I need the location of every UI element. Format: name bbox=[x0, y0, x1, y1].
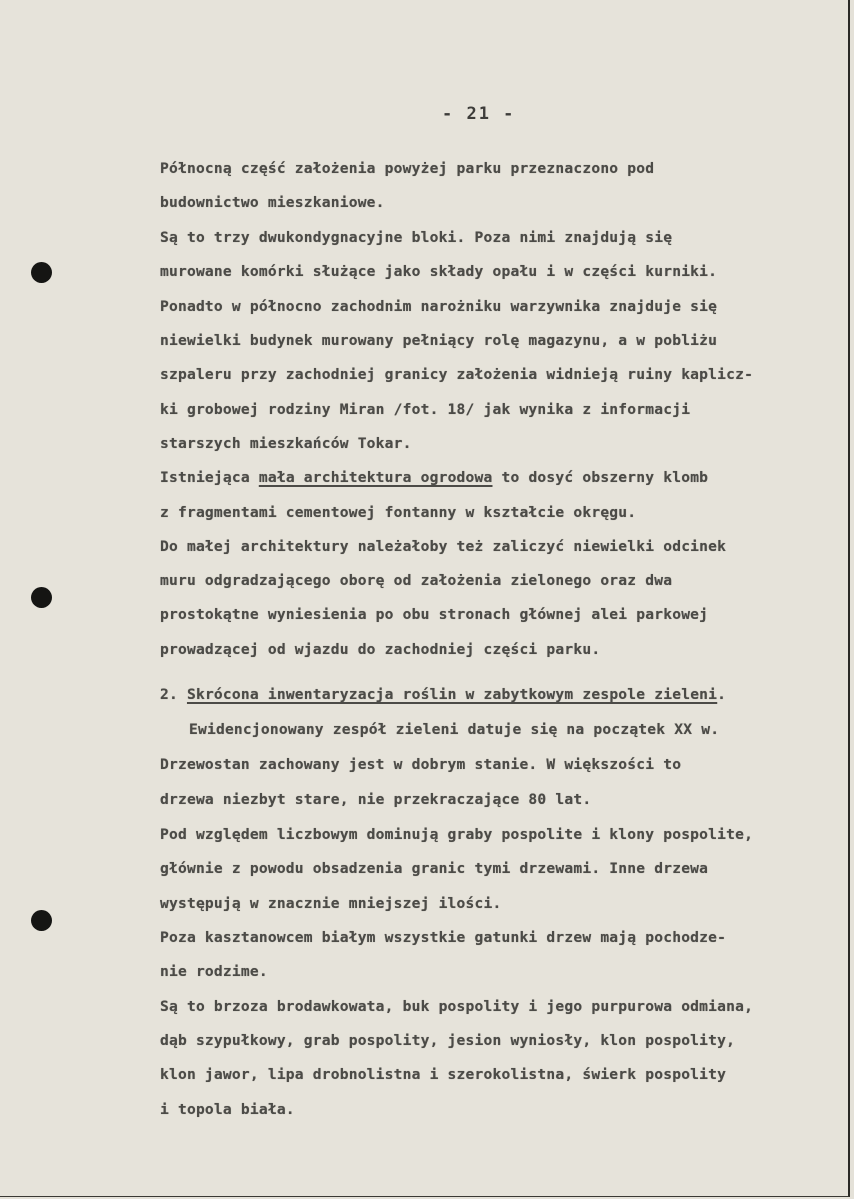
text-segment: i topola biała. bbox=[160, 1101, 295, 1118]
text-line bbox=[160, 686, 726, 703]
text-line bbox=[160, 791, 591, 808]
text-segment: prostokątne wyniesienia po obu stronach głównej alei parkowej bbox=[160, 606, 709, 623]
punch-hole-bottom bbox=[31, 910, 52, 931]
text-segment: prowadzącej od wjazdu do zachodniej części parku. bbox=[160, 641, 601, 658]
text-segment: występują w znacznie mniejszej ilości. bbox=[160, 895, 502, 912]
text-line bbox=[160, 860, 708, 877]
underlined-heading: Skrócona inwentaryzacja roślin w zabytkowym zespole zieleni bbox=[186, 686, 718, 703]
text-segment: Północną część założenia powyżej parku przeznaczono pod bbox=[160, 160, 655, 177]
text-segment: Ponadto w północno zachodnim narożniku warzywnika znajduje się bbox=[160, 298, 718, 315]
text-segment: Drzewostan zachowany jest w dobrym stanie. W większości to bbox=[160, 756, 682, 773]
text-segment: drzewa niezbyt stare, nie przekraczające 80 lat. bbox=[160, 791, 592, 808]
text-line bbox=[160, 194, 385, 211]
page-number: - 21 - bbox=[442, 104, 516, 124]
text-segment: to dosyć obszerny klomb bbox=[492, 469, 709, 486]
text-line bbox=[160, 1101, 295, 1118]
text-line bbox=[160, 504, 636, 521]
punch-hole-middle bbox=[31, 587, 52, 608]
text-line bbox=[160, 998, 753, 1015]
text-line bbox=[160, 895, 501, 912]
punch-hole-top bbox=[31, 262, 52, 283]
text-line bbox=[160, 401, 690, 418]
text-line bbox=[160, 963, 268, 980]
text-segment: Istniejąca bbox=[160, 469, 259, 486]
text-line bbox=[160, 826, 753, 843]
text-segment: niewielki budynek murowany pełniący rolę magazynu, a w pobliżu bbox=[160, 332, 718, 349]
text-line bbox=[160, 538, 726, 555]
text-line bbox=[160, 298, 717, 315]
text-segment: ki grobowej rodziny Miran /fot. 18/ jak wynika z informacji bbox=[160, 401, 691, 418]
text-line bbox=[160, 160, 654, 177]
text-segment: klon jawor, lipa drobnolistna i szerokolistna, świerk pospolity bbox=[160, 1066, 727, 1083]
text-line bbox=[160, 756, 681, 773]
text-line bbox=[160, 263, 717, 280]
text-line bbox=[160, 229, 672, 246]
text-segment: . bbox=[717, 686, 727, 703]
text-segment: Poza kasztanowcem białym wszystkie gatunki drzew mają pochodze- bbox=[160, 929, 727, 946]
text-line bbox=[160, 366, 753, 383]
text-line bbox=[160, 1032, 735, 1049]
text-segment: budownictwo mieszkaniowe. bbox=[160, 194, 385, 211]
text-line bbox=[160, 332, 717, 349]
text-segment: szpaleru przy zachodniej granicy założenia widnieją ruiny kaplicz- bbox=[160, 366, 754, 383]
text-segment: dąb szypułkowy, grab pospolity, jesion wyniosły, klon pospolity, bbox=[160, 1032, 736, 1049]
text-segment: murowane komórki służące jako składy opału i w części kurniki. bbox=[160, 263, 718, 280]
text-segment: Ewidencjonowany zespół zieleni datuje się na początek XX w. bbox=[189, 721, 720, 738]
text-line bbox=[160, 606, 708, 623]
text-segment: muru odgradzającego oborę od założenia zielonego oraz dwa bbox=[160, 572, 673, 589]
text-line bbox=[160, 435, 412, 452]
text-segment: 2. bbox=[160, 686, 187, 703]
text-segment: Są to trzy dwukondygnacyjne bloki. Poza nimi znajdują się bbox=[160, 229, 673, 246]
text-segment: starszych mieszkańców Tokar. bbox=[160, 435, 412, 452]
text-line bbox=[160, 469, 708, 486]
text-segment: Do małej architektury należałoby też zaliczyć niewielki odcinek bbox=[160, 538, 727, 555]
text-segment: nie rodzime. bbox=[160, 963, 268, 980]
text-segment: głównie z powodu obsadzenia granic tymi drzewami. Inne drzewa bbox=[160, 860, 709, 877]
text-segment: Są to brzoza brodawkowata, buk pospolity i jego purpurowa odmiana, bbox=[160, 998, 754, 1015]
text-line bbox=[160, 641, 600, 658]
underlined-heading: mała architektura ogrodowa bbox=[258, 469, 493, 486]
text-line bbox=[189, 721, 719, 738]
text-line bbox=[160, 929, 726, 946]
text-segment: Pod względem liczbowym dominują graby pospolite i klony pospolite, bbox=[160, 826, 754, 843]
text-line bbox=[160, 572, 672, 589]
text-segment: z fragmentami cementowej fontanny w kształcie okręgu. bbox=[160, 504, 637, 521]
text-line bbox=[160, 1066, 726, 1083]
